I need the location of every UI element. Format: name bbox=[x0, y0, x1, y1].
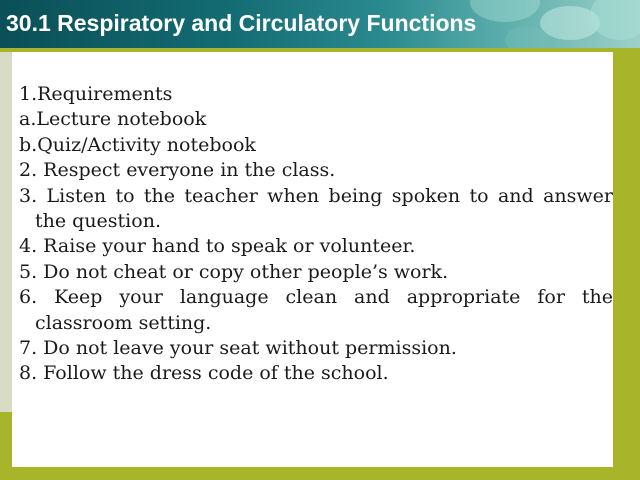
list-item: b.Quiz/Activity notebook bbox=[19, 133, 256, 156]
list-item: 7. Do not leave your seat without permission. bbox=[19, 337, 457, 360]
list-item: 8. Follow the dress code of the school. bbox=[19, 362, 389, 385]
slide-content bbox=[12, 52, 613, 467]
left-accent-bar bbox=[0, 52, 12, 412]
slide-title: 30.1 Respiratory and Circulatory Functions bbox=[6, 10, 477, 36]
header-decoration bbox=[505, 26, 550, 48]
list-item: 3. Listen to the teacher when being spoken to and answer the question. bbox=[19, 184, 613, 233]
list-item: 4. Raise your hand to speak or volunteer. bbox=[19, 235, 416, 258]
list-item: 2. Respect everyone in the class. bbox=[19, 159, 336, 182]
list-item: 6. Keep your language clean and appropriate for the classroom setting. bbox=[19, 286, 613, 334]
list-item: a.Lecture notebook bbox=[19, 108, 207, 131]
header-decoration bbox=[590, 0, 640, 40]
rules-list bbox=[19, 82, 613, 387]
header-decoration bbox=[470, 0, 540, 22]
slide-header bbox=[0, 0, 640, 48]
list-item: 1.Requirements bbox=[19, 83, 173, 105]
list-item: 5. Do not cheat or copy other people’s work. bbox=[19, 260, 449, 283]
